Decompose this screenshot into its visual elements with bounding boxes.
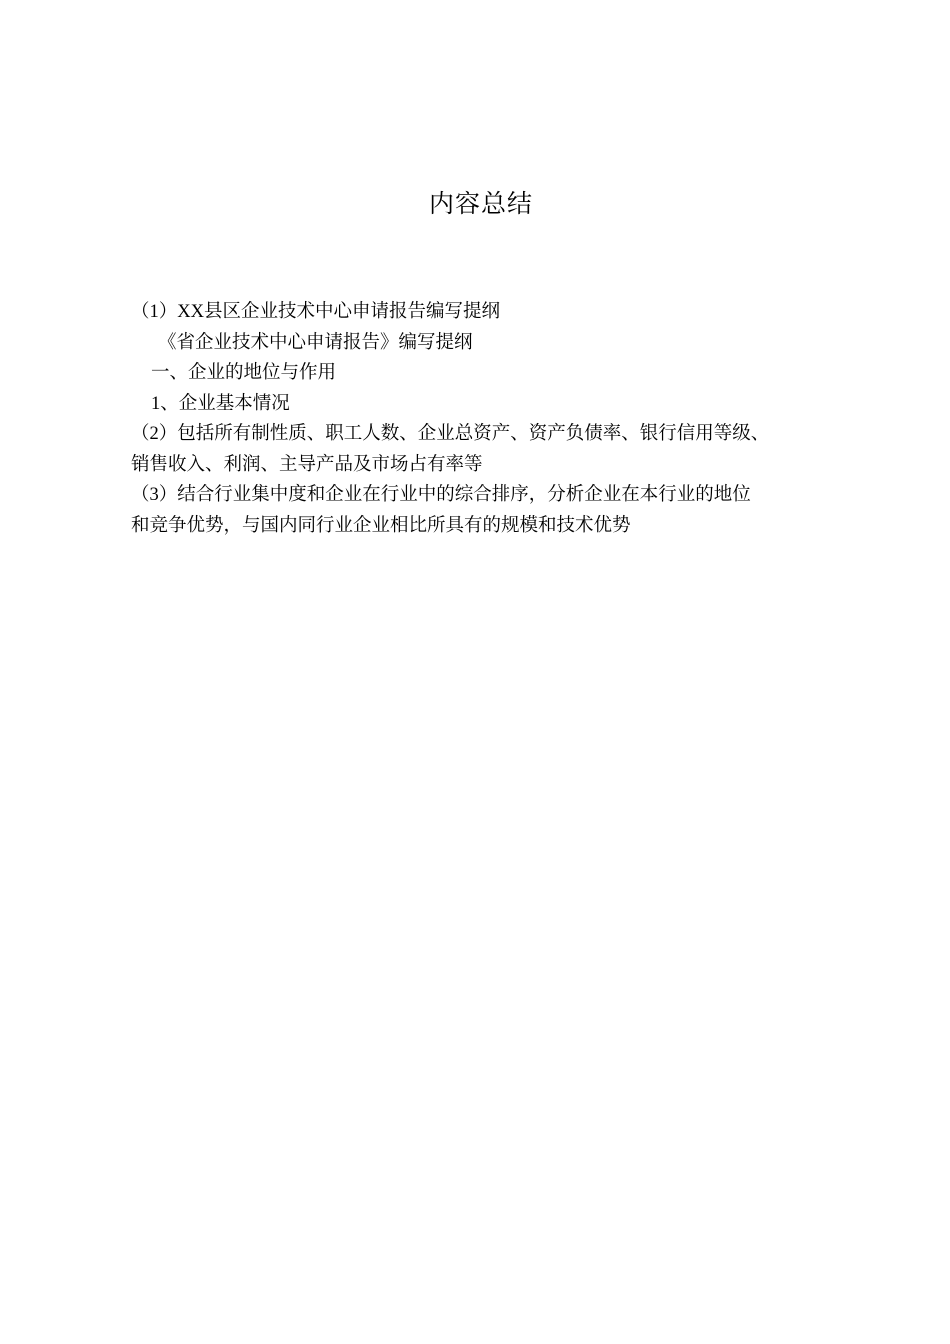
line-prefix: （2） [131, 424, 178, 444]
paragraph-line [131, 511, 851, 542]
line-prefix: （3） [131, 485, 178, 505]
paragraph-line [131, 450, 851, 481]
line-text: 、企业基本情况 [160, 392, 290, 414]
line-text: 包括所有制性质、职工人数、企业总资产、资产负债率、银行信用等级、 [177, 423, 770, 444]
paragraph-line [131, 419, 851, 450]
paragraph-line [131, 389, 851, 420]
paragraph-line [131, 480, 851, 511]
line-text: 和竞争优势，与国内同行业企业相比所具有的规模和技术优势 [131, 514, 631, 536]
paragraph-line [131, 297, 851, 328]
paragraph-line [131, 328, 851, 359]
paragraph-line [131, 358, 851, 389]
line-text: 县区企业技术中心申请报告编写提纲 [203, 301, 500, 322]
document-body [131, 297, 851, 541]
line-text: 《省企业技术中心申请报告》编写提纲 [158, 331, 473, 353]
line-text: 销售收入、利润、主导产品及市场占有率等 [131, 453, 483, 475]
line-text: 一、企业的地位与作用 [151, 362, 337, 383]
page-title: 内容总结 [428, 189, 533, 218]
line-text: 结合行业集中度和企业在行业中的综合排序，分析企业在本行业的地位 [177, 484, 751, 505]
line-prefix: （1）XX [131, 302, 204, 322]
line-prefix: 1 [151, 393, 161, 414]
